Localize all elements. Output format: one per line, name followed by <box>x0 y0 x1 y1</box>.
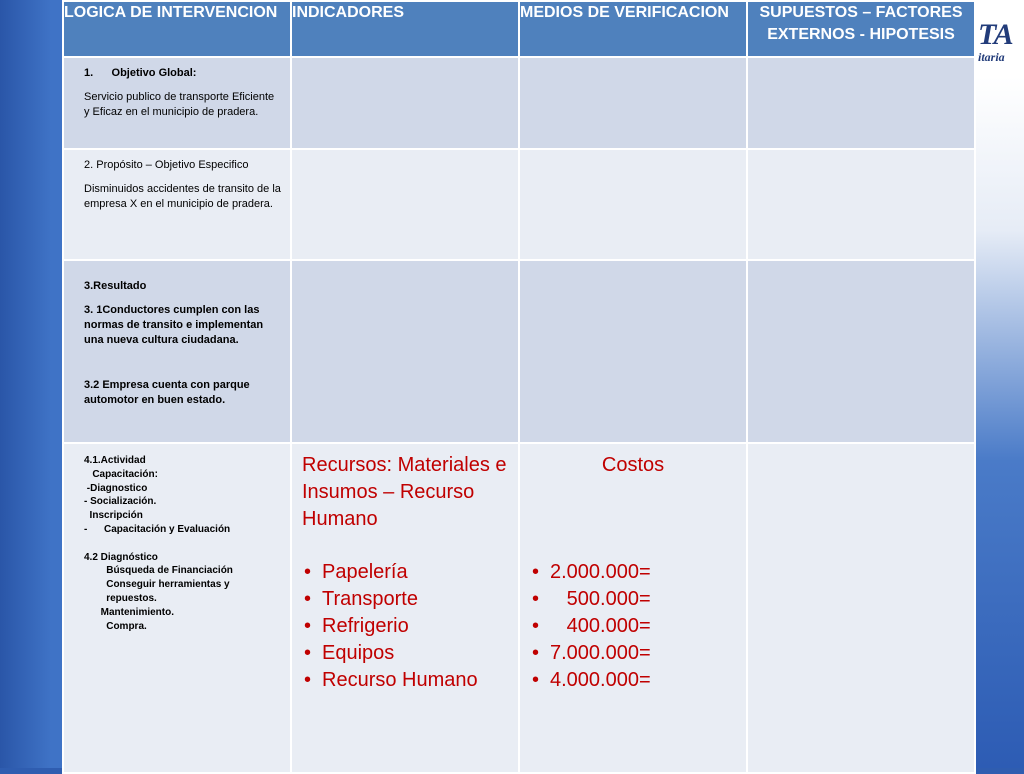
header-indicadores: INDICADORES <box>291 1 519 57</box>
logical-framework-table <box>62 0 976 774</box>
activity-line: -Diagnostico <box>84 482 148 494</box>
cost-item: • 2.000.000= <box>530 559 736 586</box>
cell-empty <box>291 149 519 260</box>
resource-item: • Papelería <box>302 559 508 586</box>
cell-empty <box>519 57 747 149</box>
resources-list <box>302 559 508 694</box>
table-header-row <box>63 1 975 57</box>
cell-empty <box>747 149 975 260</box>
activity-line: 4.2 Diagnóstico <box>84 551 158 563</box>
activity-line: Búsqueda de Financiación <box>84 565 233 577</box>
cell-empty <box>747 260 975 443</box>
costs-title: Costos <box>601 454 665 476</box>
cell-objetivo-global <box>63 57 291 149</box>
activity-line: - Socialización. <box>84 496 157 508</box>
resultado-title: 3.Resultado <box>84 280 147 292</box>
objetivo-title: 1. Objetivo Global: <box>84 67 197 79</box>
cost-item: • 4.000.000= <box>530 667 736 694</box>
cell-actividades <box>63 443 291 773</box>
activity-line: Conseguir herramientas y <box>84 579 230 591</box>
resource-item: • Recurso Humano <box>302 667 508 694</box>
cell-costos <box>519 443 747 773</box>
proposito-text: Disminuidos accidentes de transito de la empresa X en el municipio de pradera. <box>84 183 281 210</box>
cell-recursos <box>291 443 519 773</box>
proposito-title: 2. Propósito – Objetivo Especifico <box>84 159 249 171</box>
resource-item: • Transporte <box>302 586 508 613</box>
objetivo-text: Servicio publico de transporte Eficiente y Eficaz en el municipio de pradera. <box>84 91 275 118</box>
activity-line: repuestos. <box>84 592 157 604</box>
cost-item: • 7.000.000= <box>530 640 736 667</box>
resource-item: • Equipos <box>302 640 508 667</box>
table-row-resultado <box>63 260 975 443</box>
resources-title: Recursos: Materiales e Insumos – Recurso Humano <box>302 454 507 530</box>
activity-line <box>84 537 284 551</box>
logo: TA <box>978 18 1013 51</box>
resultado-item-1: 3. 1Conductores cumplen con las normas de transito e implementan una nueva cultura ciudadana. <box>84 304 264 346</box>
resource-item: • Refrigerio <box>302 613 508 640</box>
cell-proposito <box>63 149 291 260</box>
cost-item: • 500.000= <box>530 586 736 613</box>
activity-line: Inscripción <box>84 510 143 522</box>
activity-line: 4.1.Actividad <box>84 455 146 466</box>
costs-list <box>530 559 736 694</box>
activity-line: - Capacitación y Evaluación <box>84 523 231 535</box>
activity-line: Mantenimiento. <box>84 606 175 618</box>
cost-item: • 400.000= <box>530 613 736 640</box>
logo-strip <box>975 0 1024 768</box>
cell-empty <box>747 57 975 149</box>
cell-empty <box>747 443 975 773</box>
table-row-actividad <box>63 443 975 773</box>
cell-resultado <box>63 260 291 443</box>
cell-empty <box>291 260 519 443</box>
cell-empty <box>519 260 747 443</box>
cell-empty <box>291 57 519 149</box>
cell-empty <box>519 149 747 260</box>
logo-subtitle: itaria <box>978 50 1005 64</box>
table-row-objetivo <box>63 57 975 149</box>
header-supuestos: SUPUESTOS – FACTORES EXTERNOS - HIPOTESIS <box>747 1 975 57</box>
resultado-item-2: 3.2 Empresa cuenta con parque automotor en buen estado. <box>84 379 250 406</box>
header-medios: MEDIOS DE VERIFICACION <box>519 1 747 57</box>
activity-line: Capacitación: <box>84 468 158 480</box>
header-logica: LOGICA DE INTERVENCION <box>63 1 291 57</box>
table-row-proposito <box>63 149 975 260</box>
activity-line: Compra. <box>84 620 147 632</box>
